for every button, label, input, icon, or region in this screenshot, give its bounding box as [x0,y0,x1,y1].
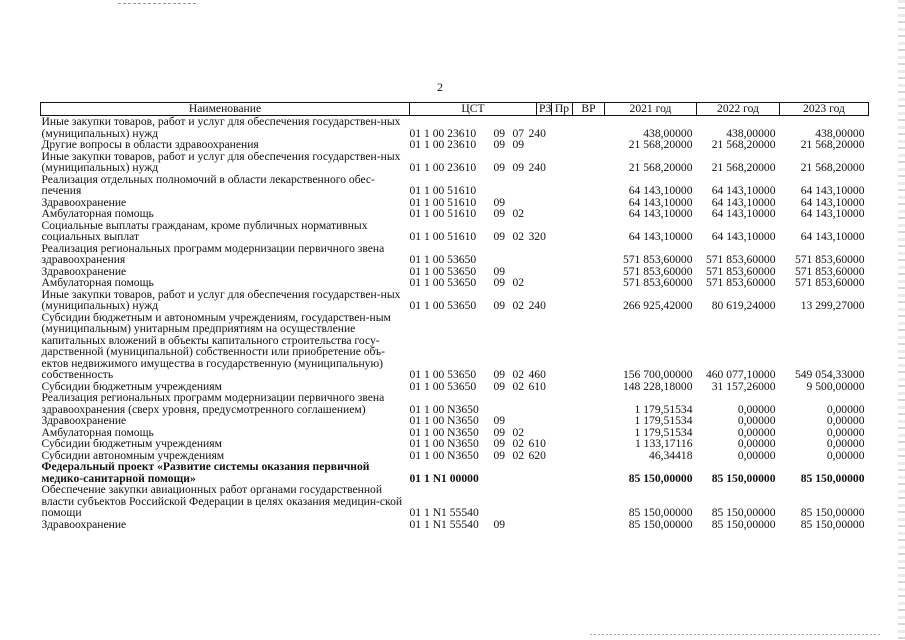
row-code [410,312,605,381]
row-amount-2023: 21 568,20000 [800,161,865,174]
header-2022: 2022 год [697,103,780,116]
row-amount-2022: 0,00000 [737,402,776,416]
row-name: Здравоохранение [41,195,127,209]
row-name: Обеспечение закупки авиационных работ органами государственной власти субъектов Российской Федерации в целях оказания медицин-ской помощи [41,483,403,519]
header-rz: РЗ [537,103,552,116]
row-pr: 02 [512,379,525,393]
row-amount-2021: 64 143,10000 [628,195,693,209]
row-code [410,450,605,462]
scan-artifact-edge [898,0,905,640]
table-row [41,484,869,519]
row-rz: 09 [493,138,506,151]
row-amount-2022: 571 853,60000 [705,264,776,278]
row-amount-2022: 460 077,10000 [705,368,776,381]
row-amount-2023: 85 150,00000 [800,471,865,485]
row-name: Субсидии бюджетным и автономным учреждениям, государствен-ным (муниципальным) унитарным предприятиям на осуществление капитальных вложений в объекты капитального строительства госу-дарственной (муниципальной) собственности или приобретение объ-ектов недвижимого имущества в государственную (муниципальную) собственность [41,310,391,381]
row-csr: 01 1 00 53650 [409,264,477,278]
row-csr: 01 1 00 53650 [409,379,477,393]
row-rz: 09 [493,379,506,393]
row-name: Здравоохранение [41,264,127,278]
row-code [410,174,605,197]
row-pr: 02 [512,299,525,312]
row-rz: 09 [493,264,506,278]
row-amount-2021: 156 700,00000 [622,368,693,381]
row-amount-2022: 571 853,60000 [705,276,776,289]
row-vr: 240 [528,126,546,140]
row-csr: 01 1 N1 00000 [409,471,479,485]
row-rz: 09 [493,276,506,289]
row-code [410,519,605,531]
page-number: 2 [437,80,443,94]
row-pr: 02 [512,276,525,289]
row-amount-2022: 0,00000 [737,425,776,439]
row-amount-2023: 9 500,00000 [806,379,865,393]
row-name: Здравоохранение [41,414,127,427]
row-amount-2023: 0,00000 [826,425,865,439]
header-vr: ВР [573,103,605,116]
row-amount-2021: 148 228,18000 [622,379,693,393]
row-amount-2023: 64 143,10000 [800,184,865,197]
table-row [41,519,869,531]
row-amount-2021: 85 150,00000 [628,517,693,531]
row-amount-2023: 438,00000 [815,126,865,140]
budget-table [40,102,869,530]
table-row [41,116,869,140]
table-row [41,174,869,197]
row-csr: 01 1 N1 55540 [409,506,479,519]
row-amount-2022: 0,00000 [737,448,776,462]
row-code [410,381,605,393]
row-amount-2022: 31 157,26000 [711,379,776,393]
row-code [410,289,605,312]
row-csr: 01 1 00 51610 [409,195,477,209]
row-amount-2023: 0,00000 [826,414,865,427]
row-pr: 02 [512,448,525,462]
row-name: Здравоохранение [41,517,127,531]
row-amount-2021: 85 150,00000 [628,471,693,485]
row-amount-2022: 85 150,00000 [711,506,776,519]
header-2021: 2021 год [605,103,697,116]
row-amount-2023: 64 143,10000 [800,207,865,220]
row-csr: 01 1 00 53650 [409,299,477,312]
row-pr: 02 [512,230,525,243]
row-name: Иные закупки товаров, работ и услуг для обеспечения государствен-ных (муниципальных) нужд [41,149,401,174]
row-code [410,415,605,427]
row-amount-2021: 1 179,51534 [634,414,693,427]
row-amount-2022: 21 568,20000 [711,138,776,151]
row-vr: 240 [528,161,546,174]
table-row [41,139,869,151]
row-csr: 01 1 00 51610 [409,184,477,197]
row-amount-2022: 64 143,10000 [711,207,776,220]
row-csr: 01 1 00 23610 [409,126,477,140]
table-row [41,415,869,427]
row-rz: 09 [493,299,506,312]
row-code [410,208,605,220]
row-name: Федеральный проект «Развитие системы оказания первичной медико-санитарной помощи» [41,460,370,485]
table-row [41,243,869,266]
row-csr: 01 1 00 51610 [409,207,477,220]
row-amount-2023: 64 143,10000 [800,195,865,209]
table-row [41,208,869,220]
row-pr: 09 [512,161,525,174]
row-amount-2023: 0,00000 [826,402,865,416]
row-csr: 01 1 N1 55540 [409,517,479,531]
row-csr: 01 1 00 51610 [409,230,477,243]
table-body [41,116,869,531]
row-pr: 09 [512,138,525,151]
table-row [41,438,869,450]
table-row [41,461,869,484]
row-name: Другие вопросы в области здравоохранения [41,138,259,151]
row-csr: 01 1 00 53650 [409,368,477,381]
row-amount-2021: 1 179,51534 [634,402,693,416]
row-name: Реализация региональных программ модернизации первичного звена здравоохранения (сверх уровня, предусмотренного соглашением) [41,391,385,416]
row-amount-2023: 549 054,33000 [794,368,865,381]
row-amount-2022: 64 143,10000 [711,184,776,197]
row-vr: 610 [528,437,546,450]
row-amount-2021: 571 853,60000 [622,253,693,266]
row-amount-2021: 85 150,00000 [628,506,693,519]
row-amount-2023: 0,00000 [826,437,865,450]
row-name: Иные закупки товаров, работ и услуг для обеспечения государствен-ных (муниципальных) нужд [41,287,401,312]
row-rz: 09 [493,414,506,427]
row-name: Реализация отдельных полномочий в области лекарственного обес-печения [41,172,375,197]
row-code [410,139,605,151]
row-amount-2022: 21 568,20000 [711,161,776,174]
row-amount-2021: 64 143,10000 [628,207,693,220]
row-amount-2022: 85 150,00000 [711,517,776,531]
row-pr: 02 [512,425,525,439]
row-csr: 01 1 00 N3650 [409,402,479,416]
row-amount-2021: 571 853,60000 [622,264,693,278]
row-name: Амбулаторная помощь [41,425,154,439]
row-csr: 01 1 00 23610 [409,138,477,151]
row-name: Амбулаторная помощь [41,276,154,289]
row-csr: 01 1 00 N3650 [409,414,479,427]
row-csr: 01 1 00 N3650 [409,425,479,439]
row-rz: 09 [493,425,506,439]
row-name: Субсидии автономным учреждениям [41,448,225,462]
row-code [410,220,605,243]
row-csr: 01 1 00 N3650 [409,448,479,462]
row-pr: 02 [512,207,525,220]
row-amount-2022: 0,00000 [737,414,776,427]
row-amount-2021: 1 133,17116 [634,437,693,450]
row-amount-2022: 0,00000 [737,437,776,450]
row-amount-2022: 64 143,10000 [711,195,776,209]
row-amount-2023: 13 299,27000 [800,299,865,312]
row-amount-2023: 85 150,00000 [800,506,865,519]
row-rz: 09 [493,161,506,174]
row-vr: 610 [528,379,546,393]
row-name: Субсидии бюджетным учреждениям [41,379,222,393]
row-amount-2022: 85 150,00000 [711,471,776,485]
row-code [410,461,605,484]
row-vr: 620 [528,448,546,462]
row-amount-2021: 1 179,51534 [634,425,693,439]
table-row [41,277,869,289]
row-rz: 09 [493,368,506,381]
table-row [41,151,869,174]
row-amount-2023: 571 853,60000 [794,276,865,289]
row-amount-2023: 571 853,60000 [794,253,865,266]
row-vr: 460 [528,368,546,381]
row-code [410,277,605,289]
row-amount-2021: 46,34418 [649,448,693,462]
row-amount-2023: 21 568,20000 [800,138,865,151]
row-amount-2023: 85 150,00000 [800,517,865,531]
table-row [41,289,869,312]
row-amount-2023: 0,00000 [826,448,865,462]
row-vr: 240 [528,299,546,312]
row-code [410,116,605,140]
row-rz: 09 [493,437,506,450]
header-2023: 2023 год [780,103,869,116]
row-name: Реализация региональных программ модернизации первичного звена здравоохранения [41,241,385,266]
row-rz: 09 [493,195,506,209]
row-code [410,151,605,174]
row-csr: 01 1 00 53650 [409,276,477,289]
row-amount-2021: 438,00000 [643,126,693,140]
row-rz: 09 [493,230,506,243]
row-amount-2022: 438,00000 [726,126,776,140]
table-row [41,220,869,243]
row-amount-2021: 571 853,60000 [622,276,693,289]
row-amount-2021: 21 568,20000 [628,138,693,151]
row-amount-2023: 64 143,10000 [800,230,865,243]
row-rz: 09 [493,517,506,531]
row-rz: 09 [493,448,506,462]
row-rz: 09 [493,207,506,220]
row-name: Иные закупки товаров, работ и услуг для обеспечения государствен-ных (муниципальных) нужд [41,115,401,140]
row-csr: 01 1 00 23610 [409,161,477,174]
table-header [41,103,869,116]
row-rz: 09 [493,126,506,140]
row-name: Социальные выплаты гражданам, кроме публичных нормативных социальных выплат [41,218,368,243]
row-amount-2021: 64 143,10000 [628,184,693,197]
row-amount-2021: 21 568,20000 [628,161,693,174]
row-amount-2022: 571 853,60000 [705,253,776,266]
row-csr: 01 1 00 53650 [409,253,477,266]
row-amount-2022: 64 143,10000 [711,230,776,243]
row-pr: 02 [512,368,525,381]
row-code [410,438,605,450]
row-amount-2023: 571 853,60000 [794,264,865,278]
row-amount-2022: 80 619,24000 [711,299,776,312]
scan-artifact-top [118,3,198,4]
header-name: Наименование [41,103,410,116]
table-row [41,312,869,381]
row-code [410,392,605,415]
table-row [41,392,869,415]
row-csr: 01 1 00 N3650 [409,437,479,450]
row-code [410,243,605,266]
row-amount-2021: 64 143,10000 [628,230,693,243]
row-pr: 02 [512,437,525,450]
row-code [410,484,605,519]
row-name: Амбулаторная помощь [41,207,154,220]
row-pr: 07 [512,126,525,140]
row-amount-2021: 266 925,42000 [622,299,693,312]
header-pr: Пр [552,103,573,116]
row-name: Субсидии бюджетным учреждениям [41,437,222,450]
row-vr: 320 [528,230,546,243]
header-csr: ЦСТ [410,103,537,116]
scan-artifact-bottom [590,634,880,635]
